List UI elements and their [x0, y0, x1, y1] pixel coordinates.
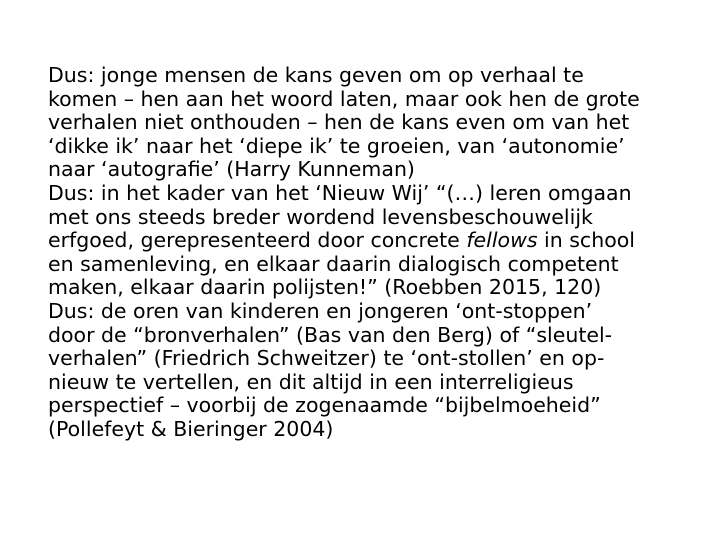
text-segment: erfgoed, gerepresenteerd door concrete	[48, 228, 467, 253]
paragraph-roebben	[48, 182, 698, 300]
text-line: komen – hen aan het woord laten, maar ook hen de grote	[48, 86, 640, 111]
text-line: nieuw te vertellen, en dit altijd in een interreligieus	[48, 369, 574, 394]
text-segment: in school	[537, 228, 635, 253]
text-line: perspectief – voorbij de zogenaamde “bijbelmoeheid”	[48, 393, 601, 418]
text-line: en samenleving, en elkaar daarin dialogisch competent	[48, 251, 619, 276]
text-line: maken, elkaar daarin polijsten!” (Roebben 2015, 120)	[48, 275, 602, 300]
text-line: met ons steeds breder wordend levensbeschouwelijk	[48, 204, 593, 229]
text-line: Dus: de oren van kinderen en jongeren ‘ont-stoppen’	[48, 298, 593, 323]
text-line: door de “bronverhalen” (Bas van den Berg) of “sleutel-	[48, 322, 613, 347]
paragraph-pollefeyt	[48, 300, 698, 442]
paragraph-kunneman	[48, 64, 698, 182]
text-line-with-italic	[48, 229, 698, 253]
text-line: Dus: in het kader van het ‘Nieuw Wij’ “(…) leren omgaan	[48, 180, 632, 205]
text-line: (Pollefeyt & Bieringer 2004)	[48, 416, 334, 441]
text-line: naar ‘autografie’ (Harry Kunneman)	[48, 157, 415, 182]
text-line: verhalen niet onthouden – hen de kans even om van het	[48, 110, 630, 135]
italic-term-fellows: fellows	[466, 228, 538, 253]
slide-text-body	[48, 64, 698, 442]
text-line: ‘dikke ik’ naar het ‘diepe ik’ te groeien, van ‘autonomie’	[48, 133, 625, 158]
text-line: verhalen” (Friedrich Schweitzer) te ‘ont-stollen’ en op-	[48, 346, 605, 371]
text-line: Dus: jonge mensen de kans geven om op verhaal te	[48, 63, 584, 87]
